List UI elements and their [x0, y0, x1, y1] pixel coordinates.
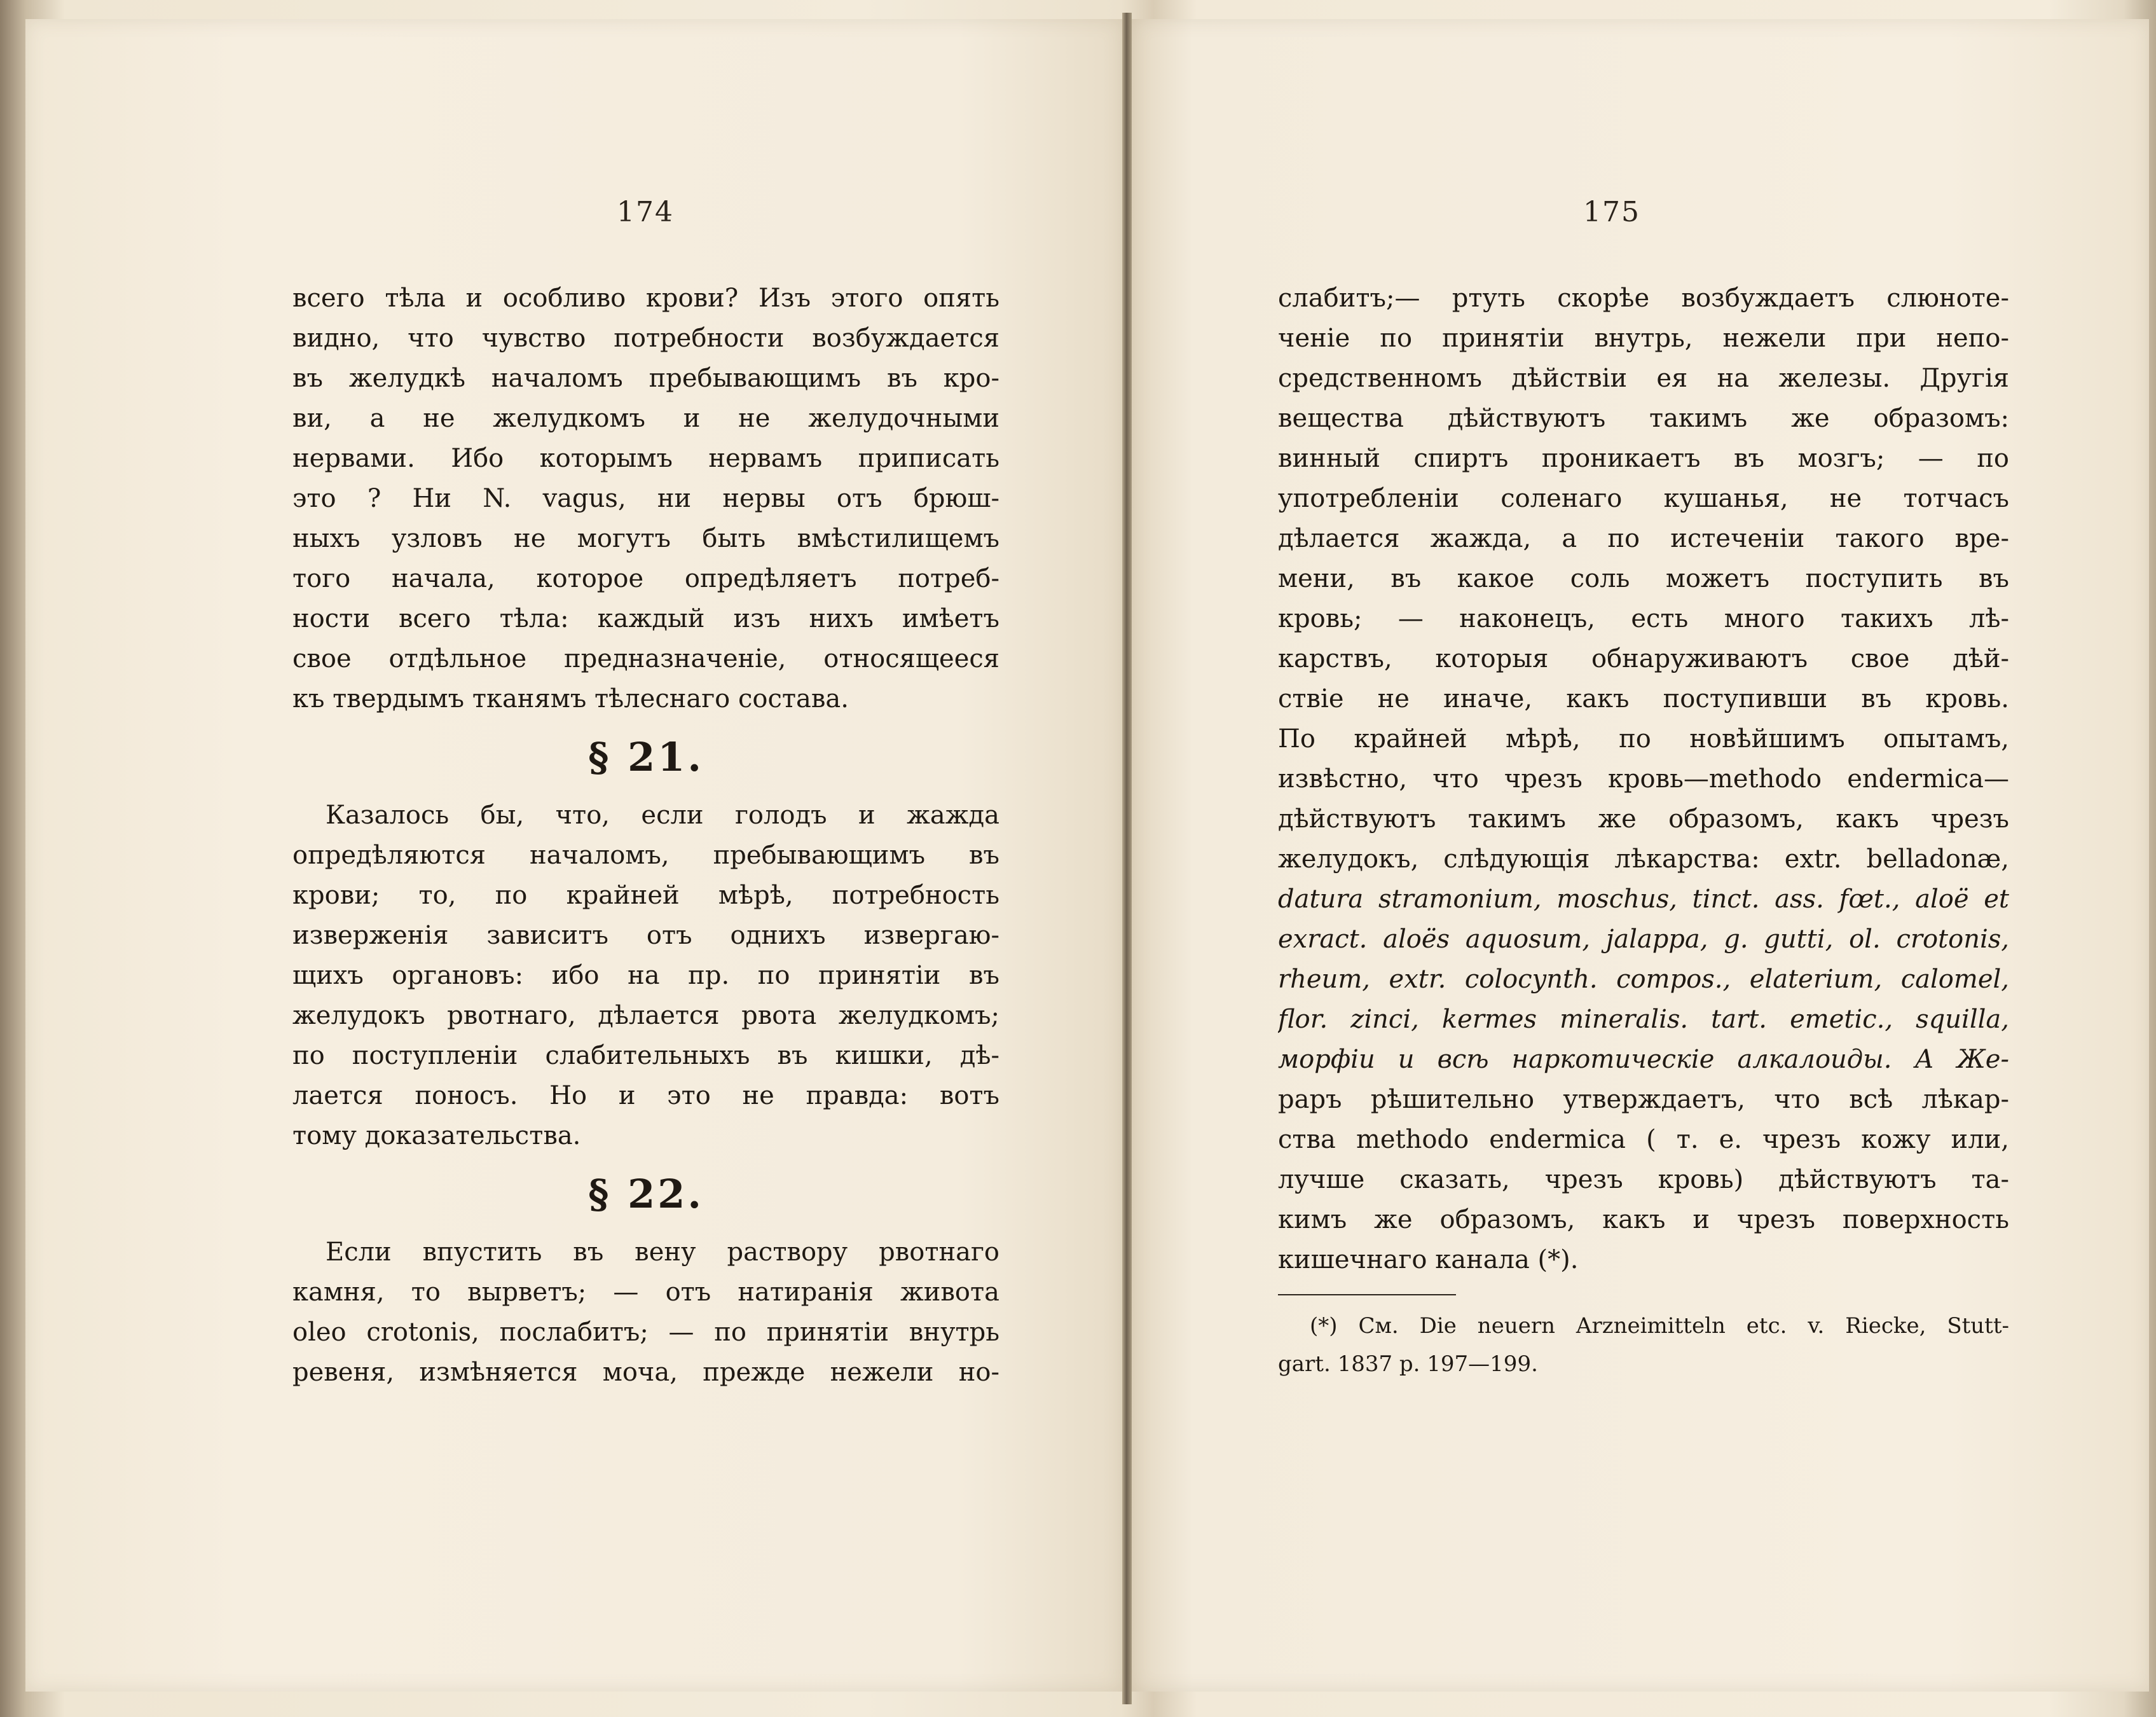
right-page-text — [1278, 279, 2009, 1280]
text-line: По крайней мѣрѣ, по новѣйшимъ опытамъ, — [1278, 724, 2009, 754]
text-line: ности всего тѣла: каждый изъ нихъ имѣетъ — [292, 604, 999, 633]
text-line: желудокъ рвотнаго, дѣлается рвота желудкомъ; — [292, 1001, 999, 1030]
text-line: крови; то, по крайней мѣрѣ, потребность — [292, 881, 999, 910]
text-line: ныхъ узловъ не могутъ быть вмѣстилищемъ — [292, 524, 999, 553]
text-line: лается поносъ. Но и это не правда: вотъ — [292, 1081, 999, 1110]
footnote — [1278, 1307, 2009, 1383]
text-line: видно, что чувство потребности возбуждается — [292, 324, 999, 353]
text-line: ви, а не желудкомъ и не желудочными — [292, 404, 999, 433]
text-line: въ желудкѣ началомъ пребывающимъ въ кро- — [292, 364, 999, 393]
left-page-text — [292, 279, 999, 1393]
text-line: Казалось бы, что, если голодъ и жажда — [326, 801, 999, 830]
text-line: вещества дѣйствуютъ такимъ же образомъ: — [1278, 404, 2009, 433]
text-line: ченіе по принятіи внутрь, нежели при непо- — [1278, 324, 2009, 353]
text-line: это ? Ни N. vagus, ни нервы отъ брюш- — [292, 484, 999, 513]
text-line: лучше сказать, чрезъ кровь) дѣйствуютъ та- — [1278, 1165, 2009, 1194]
text-line-italic: datura stramonium, moschus, tinct. ass. fœt., aloë et — [1278, 885, 2009, 914]
page-number-right: 175 — [1583, 196, 1640, 228]
text-line: того начала, которое опредѣляетъ потреб- — [292, 564, 999, 593]
text-line: мени, въ какое соль можетъ поступить въ — [1278, 564, 2009, 593]
text-line: слабитъ;— ртуть скорѣе возбуждаетъ слюноте- — [1278, 284, 2009, 313]
text-line: опредѣляются началомъ, пребывающимъ въ — [292, 841, 999, 870]
text-line: раръ рѣшительно утверждаетъ, что всѣ лѣкар- — [1278, 1085, 2009, 1114]
text-line: тому доказательства. — [292, 1121, 581, 1150]
text-line: ревеня, измѣняется моча, прежде нежели но- — [292, 1358, 999, 1387]
right-page — [1132, 19, 2149, 1692]
text-line: кимъ же образомъ, какъ и чрезъ поверхность — [1278, 1205, 2009, 1234]
text-line-italic: exract. aloës aquosum, jalappa, g. gutti, ol. crotonis, — [1278, 925, 2009, 954]
text-line: желудокъ, слѣдующія лѣкарства: extr. belladonæ, — [1278, 845, 2009, 874]
footnote-rule — [1278, 1294, 1456, 1295]
text-line: щихъ органовъ: ибо на пр. по принятіи въ — [292, 961, 999, 990]
text-line: кишечнаго канала (*). — [1278, 1245, 1579, 1274]
text-line: изверженія зависитъ отъ однихъ извергаю- — [292, 921, 999, 950]
text-line-italic: морфіи и всѣ наркотическіе алкалоиды. А Же- — [1278, 1045, 2009, 1074]
text-line: свое отдѣльное предназначеніе, относящееся — [292, 644, 999, 673]
text-line: дѣйствуютъ такимъ же образомъ, какъ чрезъ — [1278, 804, 2009, 834]
text-line: Если впустить въ вену раствору рвотнаго — [326, 1238, 999, 1267]
text-line: по поступленіи слабительныхъ въ кишки, дѣ- — [292, 1041, 999, 1070]
footnote-line: gart. 1837 р. 197—199. — [1278, 1351, 1538, 1377]
text-line: винный спиртъ проникаетъ въ мозгъ; — по — [1278, 444, 2009, 473]
text-line: употребленіи соленаго кушанья, не тотчасъ — [1278, 484, 2009, 513]
text-line: камня, то вырветъ; — отъ натиранія живота — [292, 1278, 999, 1307]
footnote-line: (*) См. Die neuern Arzneimitteln etc. v. Riecke, Stutt- — [1310, 1313, 2009, 1339]
text-line-italic: rheum, extr. colocynth. compos., elaterium, calomel, — [1278, 965, 2009, 994]
text-line: извѣстно, что чрезъ кровь—methodo endermica— — [1278, 764, 2009, 794]
text-line: нервами. Ибо которымъ нервамъ приписать — [292, 444, 999, 473]
text-line: дѣлается жажда, а по истеченіи такого вре- — [1278, 524, 2009, 553]
text-line: къ твердымъ тканямъ тѣлеснаго состава. — [292, 684, 849, 714]
book-gutter — [1122, 13, 1132, 1704]
section-heading-21: § 21. — [588, 734, 704, 780]
left-page — [25, 19, 1122, 1692]
text-line: карствъ, которыя обнаруживаютъ свое дѣй- — [1278, 644, 2009, 673]
section-heading-22: § 22. — [588, 1171, 704, 1217]
text-line: ства methodo endermica ( т. е. чрезъ кожу или, — [1278, 1125, 2009, 1154]
text-line: ствіе не иначе, какъ поступивши въ кровь. — [1278, 684, 2009, 714]
text-line: oleo crotonis, послабитъ; — по принятіи внутрь — [292, 1318, 999, 1347]
page-number-left: 174 — [617, 196, 674, 228]
text-line: всего тѣла и особливо крови? Изъ этого опять — [292, 284, 999, 313]
text-line: средственномъ дѣйствіи ея на железы. Другія — [1278, 364, 2009, 393]
text-line: кровь; — наконецъ, есть много такихъ лѣ- — [1278, 604, 2009, 633]
text-line-italic: flor. zinci, kermes mineralis. tart. emetic., squilla, — [1278, 1005, 2009, 1034]
